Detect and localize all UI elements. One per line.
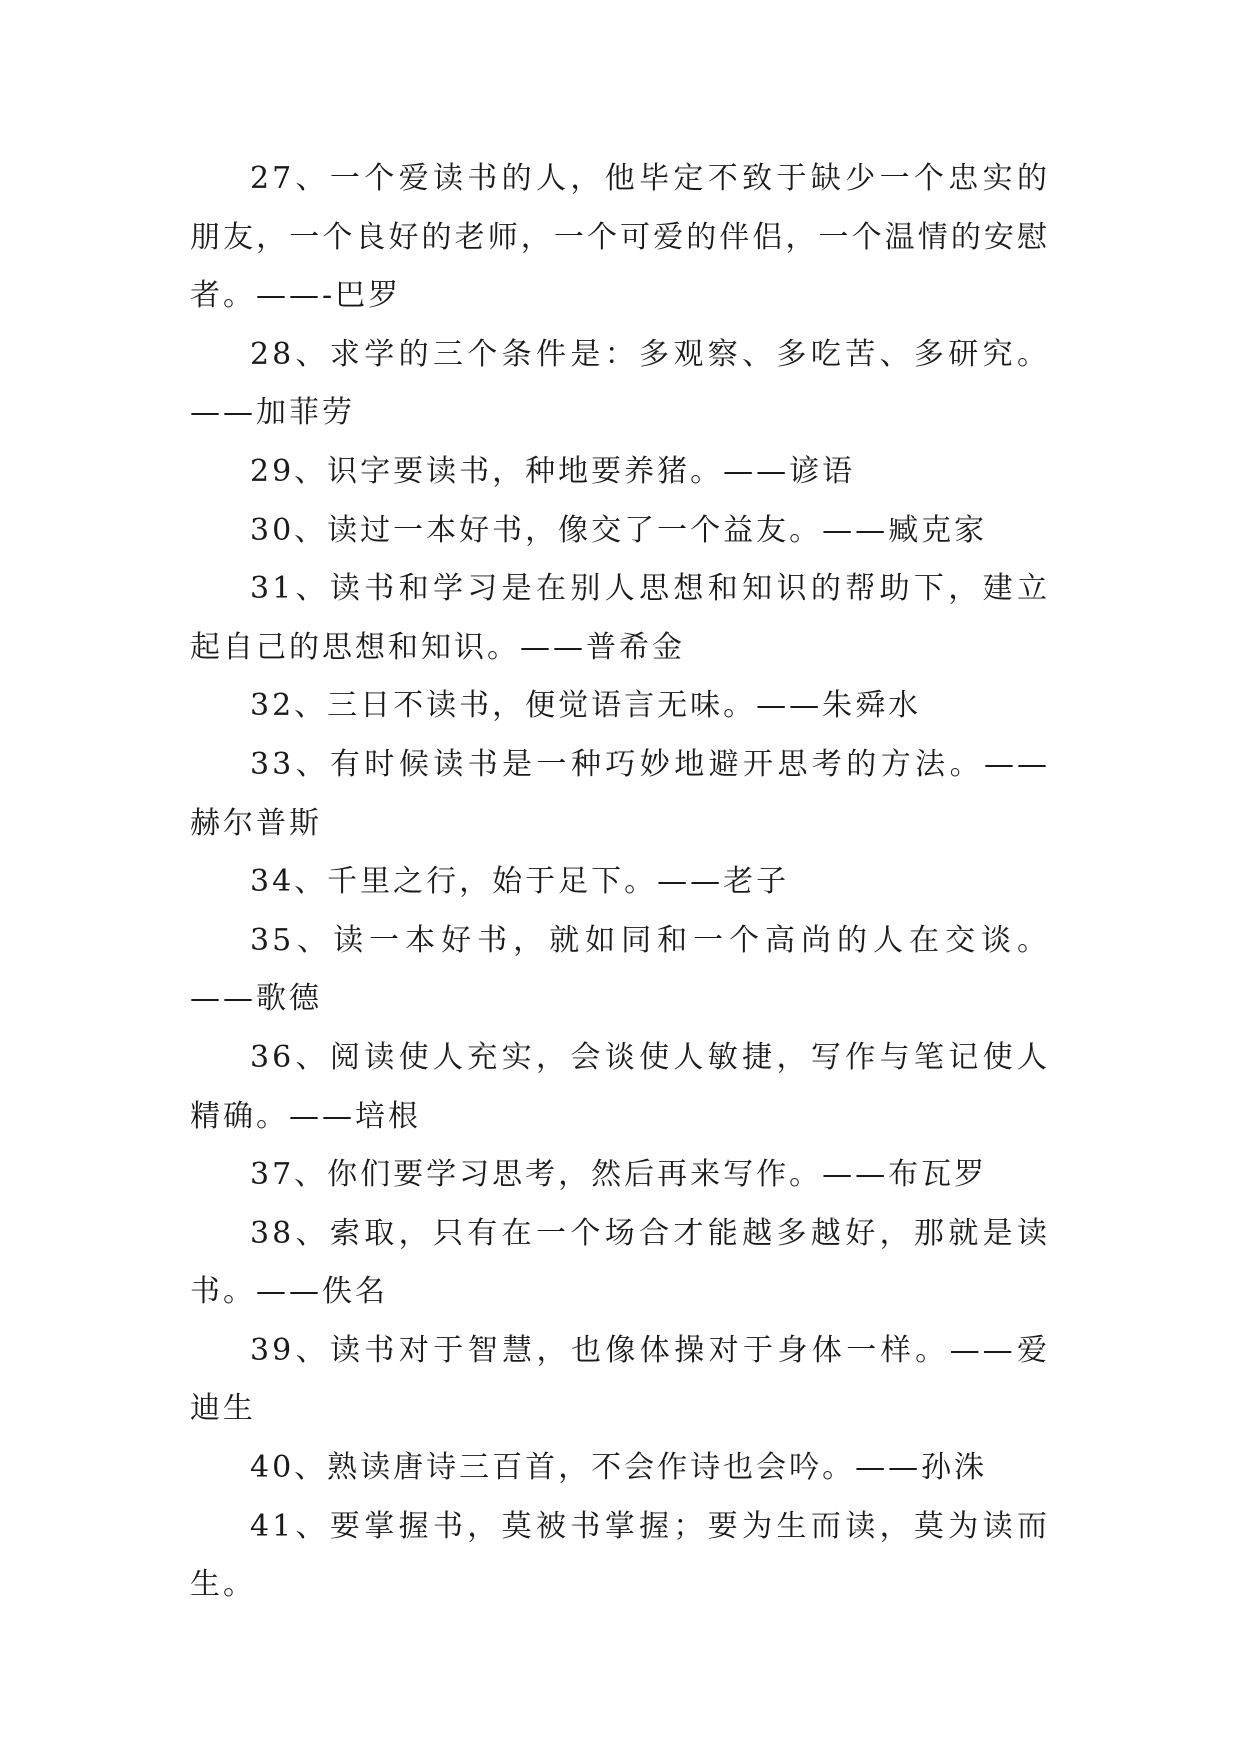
quote-29: 29、识字要读书，种地要养猪。——谚语 xyxy=(250,453,856,489)
quote-33: 33、有时候读书是一种巧妙地避开思考的方法。——赫尔普斯 xyxy=(190,746,1050,841)
quote-36: 36、阅读使人充实，会谈使人敏捷，写作与笔记使人精确。——培根 xyxy=(190,1039,1050,1134)
quote-34: 34、千里之行，始于足下。——老子 xyxy=(250,864,790,900)
quote-41: 41、要掌握书，莫被书掌握；要为生而读，莫为读而生。 xyxy=(190,1508,1050,1603)
quote-39: 39、读书对于智慧，也像体操对于身体一样。——爱迪生 xyxy=(190,1332,1050,1427)
quote-35: 35、读一本好书，就如同和一个高尚的人在交谈。——歌德 xyxy=(190,922,1050,1017)
quote-28: 28、求学的三个条件是：多观察、多吃苦、多研究。——加菲劳 xyxy=(190,336,1050,431)
quote-27: 27、一个爱读书的人，他毕定不致于缺少一个忠实的朋友，一个良好的老师，一个可爱的伴侣，一个温情的安慰者。——-巴罗 xyxy=(190,161,1050,314)
quote-32: 32、三日不读书，便觉语言无味。——朱舜水 xyxy=(250,688,922,724)
quote-38: 38、索取，只有在一个场合才能越多越好，那就是读书。——佚名 xyxy=(190,1215,1050,1310)
document-page xyxy=(190,150,1050,1615)
quote-30: 30、读过一本好书，像交了一个益友。——臧克家 xyxy=(250,512,988,548)
quote-40: 40、熟读唐诗三百首，不会作诗也会吟。——孙洙 xyxy=(250,1450,988,1486)
quote-31: 31、读书和学习是在别人思想和知识的帮助下，建立起自己的思想和知识。——普希金 xyxy=(190,571,1050,665)
quote-37: 37、你们要学习思考，然后再来写作。——布瓦罗 xyxy=(250,1157,988,1193)
